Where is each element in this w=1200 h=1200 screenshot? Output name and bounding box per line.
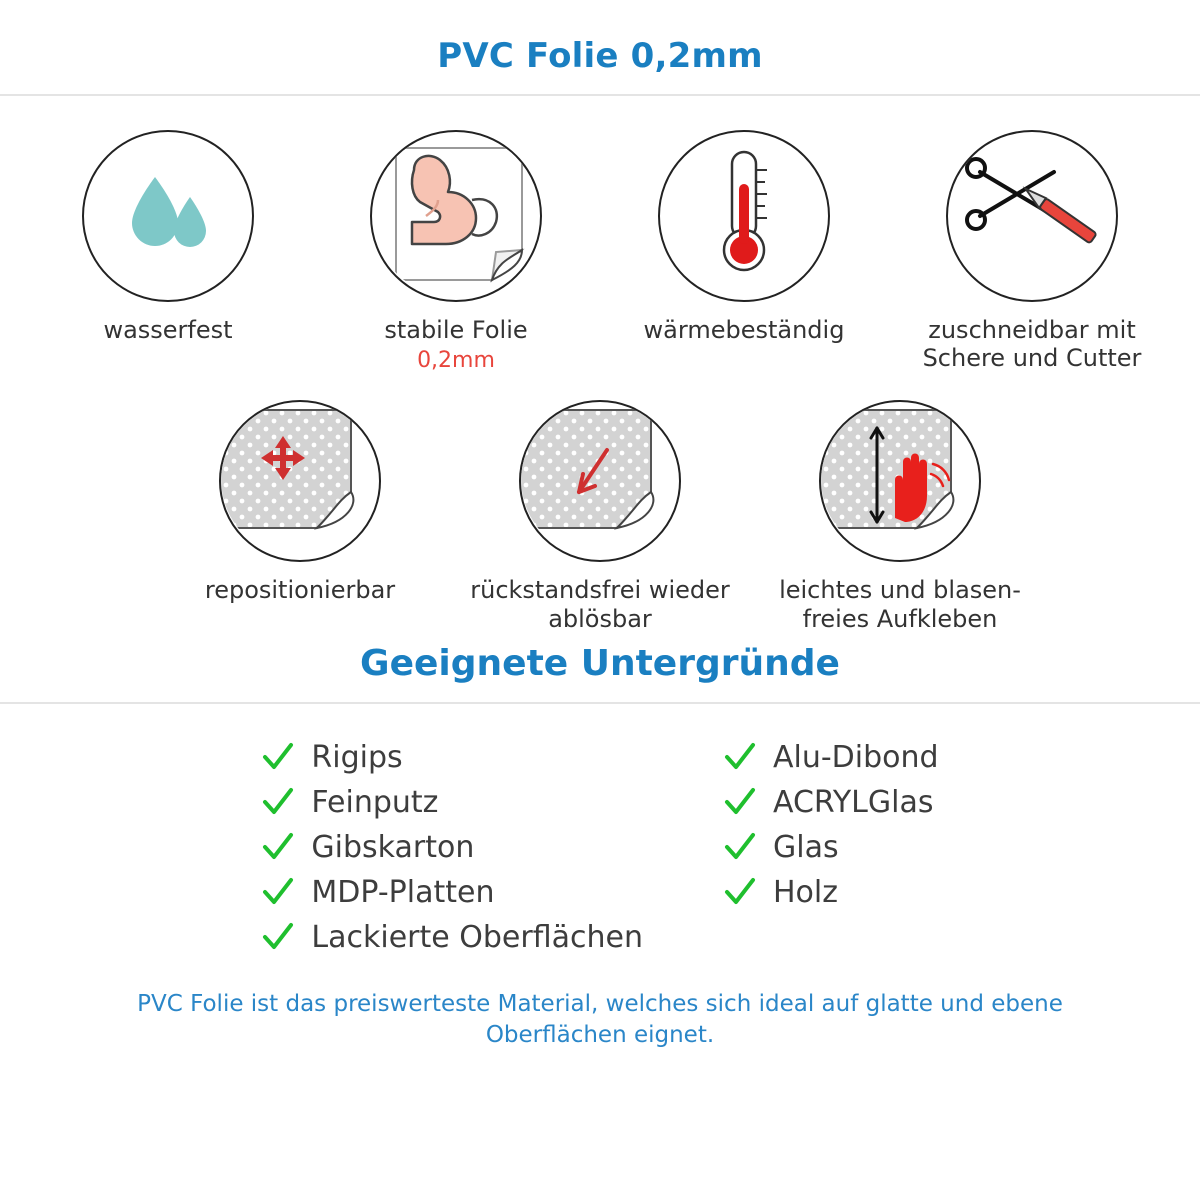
feature-icon-circle [519, 400, 681, 562]
feature-caption: rückstandsfrei wieder ablösbar [470, 576, 730, 633]
reposition-arrows-icon [221, 400, 379, 562]
surface-column-left [261, 740, 643, 955]
feature-grid [0, 130, 1200, 633]
list-item [261, 785, 643, 820]
feature-caption: wasserfest [103, 316, 233, 344]
surface-column-right [723, 740, 939, 955]
page-title: PVC Folie 0,2mm [437, 36, 763, 76]
check-icon [261, 920, 295, 954]
list-item [261, 875, 643, 910]
feature-caption: leichtes und blasen- freies Aufkleben [779, 576, 1021, 633]
list-item [261, 920, 643, 955]
feature-waermebestaendig [614, 130, 874, 344]
hand-smoothing-icon [821, 400, 979, 562]
list-item-label: Lackierte Oberflächen [311, 919, 643, 955]
check-icon [723, 785, 757, 819]
list-item-label: Rigips [311, 739, 403, 775]
check-icon [261, 740, 295, 774]
feature-icon-circle [658, 130, 830, 302]
list-item-label: Glas [772, 829, 839, 865]
feature-stabile-folie [326, 130, 586, 374]
thermometer-icon [699, 144, 789, 288]
strong-arm-icon [372, 130, 540, 302]
check-icon [261, 830, 295, 864]
list-item-label: Feinputz [311, 784, 439, 820]
list-item [261, 740, 643, 775]
section-divider [0, 702, 1200, 704]
feature-rueckstandsfrei [470, 400, 730, 633]
feature-row-1 [20, 130, 1180, 374]
check-icon [261, 875, 295, 909]
feature-row-2 [20, 400, 1180, 633]
feature-icon-circle [219, 400, 381, 562]
feature-zuschneidbar [902, 130, 1162, 373]
feature-caption: wärmebeständig [643, 316, 845, 344]
feature-caption: zuschneidbar mit Schere und Cutter [922, 316, 1142, 373]
feature-caption-sub: 0,2mm [417, 348, 495, 374]
scissors-cutter-icon [962, 154, 1102, 278]
list-item [723, 830, 939, 865]
feature-icon-circle [82, 130, 254, 302]
list-item [723, 740, 939, 775]
feature-repositionierbar [170, 400, 430, 604]
list-item-label: Alu-Dibond [772, 739, 939, 775]
feature-icon-circle [946, 130, 1118, 302]
list-item [723, 875, 939, 910]
list-item-label: Gibskarton [311, 829, 475, 865]
feature-caption: repositionierbar [204, 576, 396, 605]
footer-note: PVC Folie ist das preiswerteste Material, welches sich ideal auf glatte und ebene Oberflächen eignet. [137, 990, 1063, 1048]
feature-caption: stabile Folie 0,2mm [384, 316, 528, 374]
peel-off-arrow-icon [521, 400, 679, 562]
list-item-label: ACRYLGlas [772, 784, 934, 820]
feature-wasserfest [38, 130, 298, 344]
title-divider [0, 94, 1200, 96]
check-icon [723, 830, 757, 864]
feature-icon-circle [819, 400, 981, 562]
list-item-label: MDP-Platten [311, 874, 495, 910]
check-icon [723, 875, 757, 909]
list-item-label: Holz [772, 874, 838, 910]
check-icon [261, 785, 295, 819]
feature-aufkleben [770, 400, 1030, 633]
check-icon [723, 740, 757, 774]
list-item [261, 830, 643, 865]
section-title-untergruende: Geeignete Untergründe [360, 642, 840, 684]
water-drops-icon [108, 159, 228, 273]
feature-icon-circle [370, 130, 542, 302]
list-item [723, 785, 939, 820]
surface-list [0, 740, 1200, 955]
